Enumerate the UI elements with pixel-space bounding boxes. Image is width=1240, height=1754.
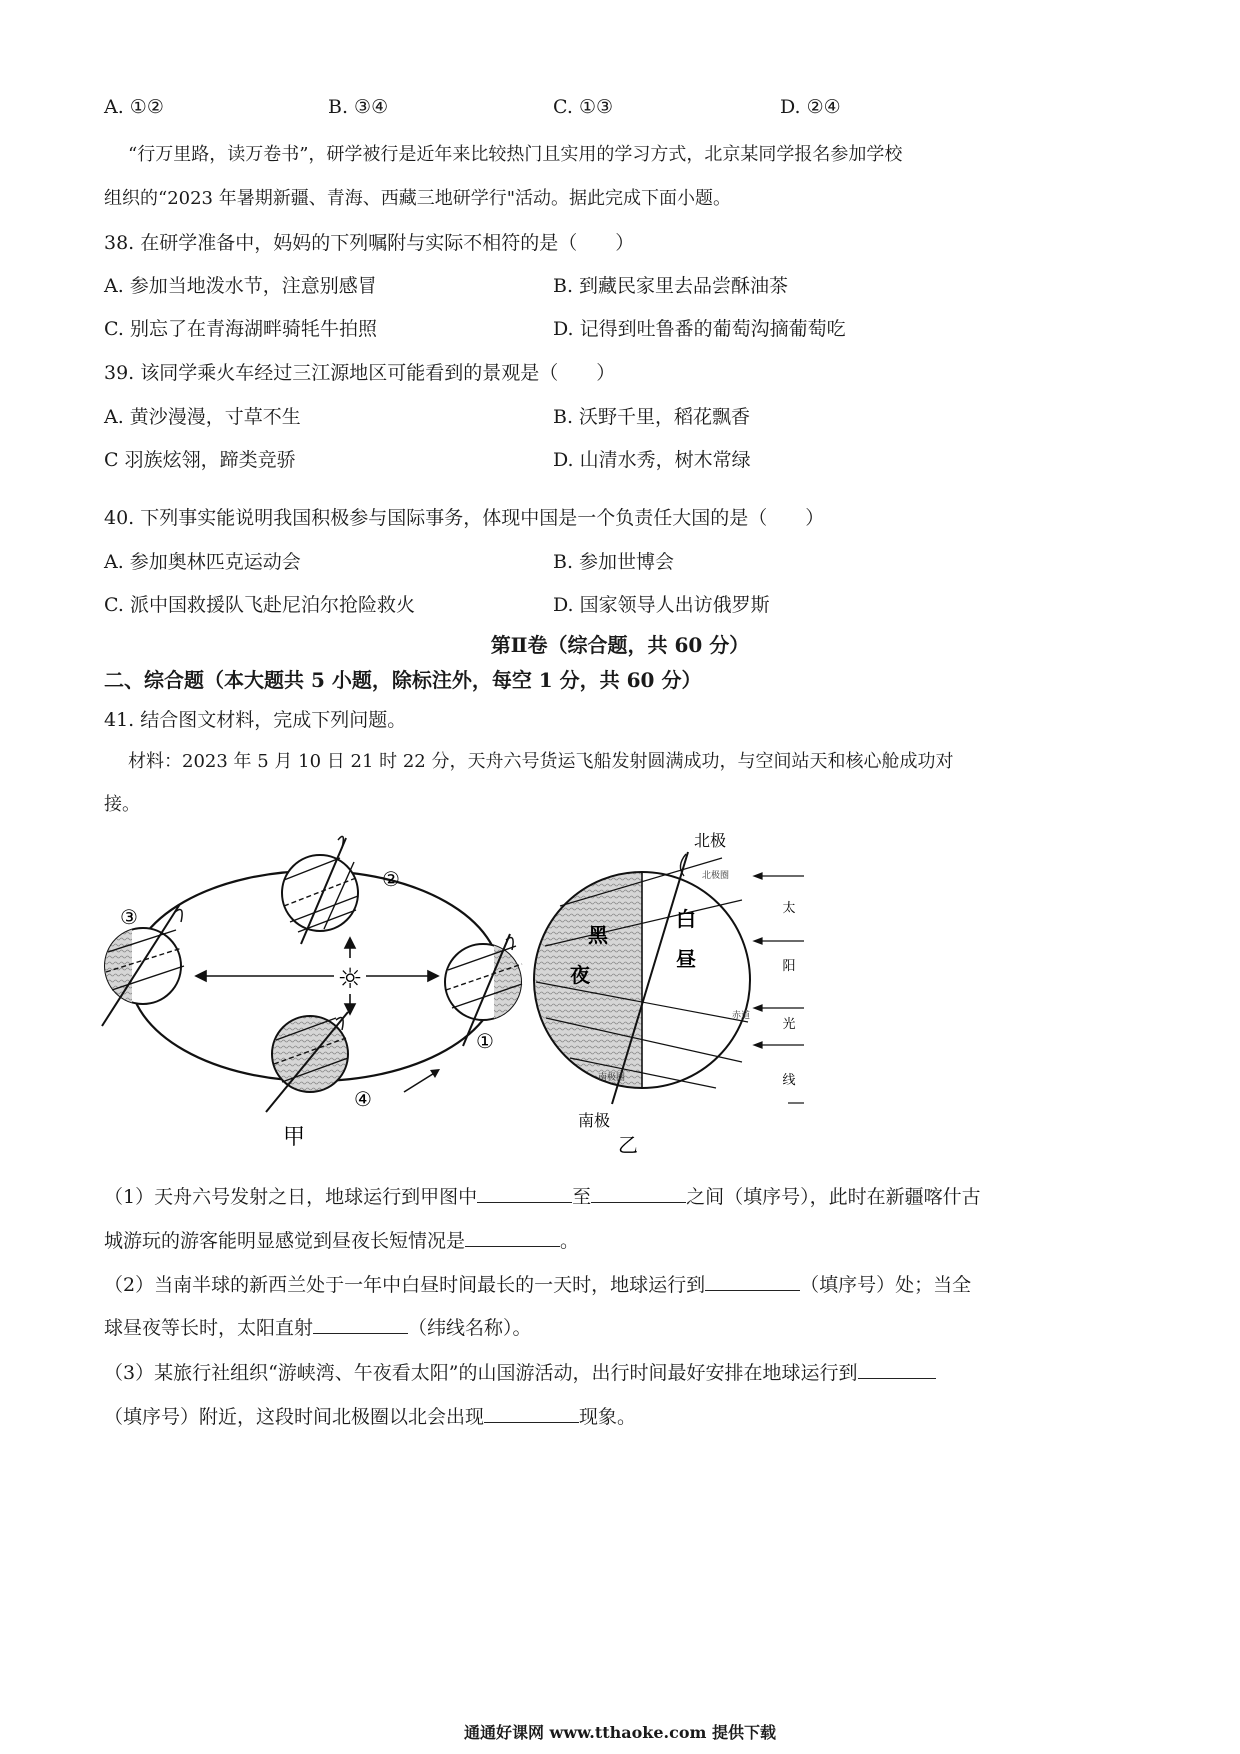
answer-blank-1[interactable]: [477, 1182, 572, 1203]
q41-sub1-text-a: （1）天舟六号发射之日，地球运行到甲图中: [104, 1186, 478, 1208]
q41-sub3-text-a: （3）某旅行社组织“游峡湾、午夜看太阳”的山国游活动，出行时间最好安排在地球运行到: [104, 1362, 858, 1384]
earth-position-3: [100, 904, 184, 1026]
label-south-pole: 南极: [578, 1111, 611, 1130]
intro-line-1: “行万里路，读万卷书”，研学被行是近年来比较热门且实用的学习方式，北京某同学报名参加学校: [128, 144, 903, 165]
answer-blank-5[interactable]: [313, 1313, 408, 1334]
q41-sub3-text-b: （填序号）附近，这段时间北极圈以北会出现: [104, 1406, 485, 1428]
answer-blank-3[interactable]: [465, 1226, 560, 1247]
q40-stem: 40. 下列事实能说明我国积极参与国际事务，体现中国是一个负责任大国的是（ ）: [104, 507, 825, 529]
q40-option-b: B. 参加世博会: [553, 551, 675, 573]
sun-icon: ☼: [337, 962, 363, 995]
q41-sub3-line1: [104, 1358, 936, 1385]
label-north-pole: 北极: [694, 831, 727, 850]
earth-position-2: [282, 836, 358, 944]
q41-sub1-line1: [104, 1182, 981, 1209]
q41-sub2-text-d: （纬线名称）。: [408, 1317, 532, 1339]
label-sun-3: 光: [782, 1017, 796, 1032]
label-pos-4: ④: [354, 1087, 372, 1111]
answer-blank-7[interactable]: [484, 1402, 579, 1423]
sun-arrows: [196, 938, 438, 1014]
orbit-direction-arrow: [404, 1072, 436, 1092]
q41-sub2-line2: [104, 1313, 532, 1340]
part2-title: 第Ⅱ卷（综合题，共 60 分）: [490, 633, 750, 657]
label-pos-2: ②: [382, 867, 400, 891]
figure-yi-label: 乙: [618, 1133, 638, 1157]
label-antarctic-circle: 南极圈: [598, 1073, 626, 1083]
q41-sub2-line1: [104, 1270, 971, 1297]
figure-yi: [534, 831, 804, 1157]
q38-option-c: C. 别忘了在青海湖畔骑牦牛拍照: [104, 318, 377, 340]
figure-jia: [100, 836, 528, 1150]
q41-sub2-text-c: 球昼夜等长时，太阳直射: [104, 1317, 314, 1339]
label-sun-1: 太: [782, 901, 796, 916]
q41-material-line-1: 材料：2023 年 5 月 10 日 21 时 22 分，天舟六号货运飞船发射圆满成功，与空间站天和核心舱成功对: [128, 751, 954, 772]
label-night-1: 黑: [588, 923, 608, 947]
q41-sub1-text-e: 。: [560, 1230, 580, 1252]
answer-blank-6[interactable]: [858, 1358, 936, 1379]
q41-sub1-text-d: 城游玩的游客能明显感觉到昼夜长短情况是: [104, 1230, 466, 1252]
label-day-2: 昼: [676, 947, 696, 971]
q40-option-c: C. 派中国救援队飞赴尼泊尔抢险救火: [104, 594, 415, 616]
q38-option-d: D. 记得到吐鲁番的葡萄沟摘葡萄吃: [553, 318, 846, 340]
q38-option-b: B. 到藏民家里去品尝酥油茶: [553, 275, 789, 297]
figure-earth-orbit-and-daynight: [0, 820, 1240, 1170]
answer-blank-4[interactable]: [705, 1270, 800, 1291]
q40-option-a: A. 参加奥林匹克运动会: [104, 551, 301, 573]
label-day-1: 白: [676, 907, 696, 931]
label-pos-1: ①: [476, 1029, 494, 1053]
prev-option-a: A. ①②: [104, 96, 164, 118]
q41-sub2-text-a: （2）当南半球的新西兰处于一年中白昼时间最长的一天时，地球运行到: [104, 1274, 706, 1296]
label-night-2: 夜: [570, 963, 590, 987]
q41-sub1-line2: [104, 1226, 579, 1253]
prev-option-d: D. ②④: [780, 96, 841, 118]
prev-option-c: C. ①③: [553, 96, 614, 118]
label-sun-4: 线: [782, 1073, 796, 1088]
label-arctic-circle: 北极圈: [702, 871, 730, 881]
earth-position-4: [266, 1012, 348, 1112]
q38-option-a: A. 参加当地泼水节，注意别感冒: [104, 275, 377, 297]
intro-line-2: 组织的“2023 年暑期新疆、青海、西藏三地研学行"活动。据此完成下面小题。: [104, 188, 732, 209]
label-sun-2: 阳: [782, 959, 796, 974]
q41-sub3-line2: [104, 1402, 636, 1429]
q39-option-d: D. 山清水秀，树木常绿: [553, 449, 751, 471]
label-equator: 赤道: [732, 1011, 751, 1021]
q39-option-b: B. 沃野千里，稻花飘香: [553, 406, 751, 428]
q41-sub2-text-b: （填序号）处；当全: [800, 1274, 972, 1296]
q41-sub3-text-c: 现象。: [579, 1406, 637, 1428]
q39-option-c: C 羽族炫翎，蹄类竞骄: [104, 449, 296, 471]
figure-jia-label: 甲: [283, 1125, 306, 1150]
sunlight-arrows: [754, 873, 804, 1103]
q38-stem: 38. 在研学准备中，妈妈的下列嘱附与实际不相符的是（ ）: [104, 232, 635, 254]
answer-blank-2[interactable]: [591, 1182, 686, 1203]
q41-sub1-text-c: 之间（填序号），此时在新疆喀什古: [686, 1186, 981, 1208]
q40-option-d: D. 国家领导人出访俄罗斯: [553, 594, 770, 616]
q39-stem: 39. 该同学乘火车经过三江源地区可能看到的景观是（ ）: [104, 362, 616, 384]
prev-option-b: B. ③④: [328, 96, 389, 118]
q41-stem: 41. 结合图文材料，完成下列问题。: [104, 709, 407, 731]
section2-title: 二、综合题（本大题共 5 小题，除标注外，每空 1 分，共 60 分）: [104, 668, 702, 692]
q41-sub1-text-b: 至: [572, 1186, 592, 1208]
q39-option-a: A. 黄沙漫漫，寸草不生: [104, 406, 301, 428]
label-pos-3: ③: [120, 905, 138, 929]
page-footer: 通通好课网 www.tthaoke.com 提供下载: [463, 1723, 777, 1742]
q41-material-line-2: 接。: [104, 794, 140, 815]
